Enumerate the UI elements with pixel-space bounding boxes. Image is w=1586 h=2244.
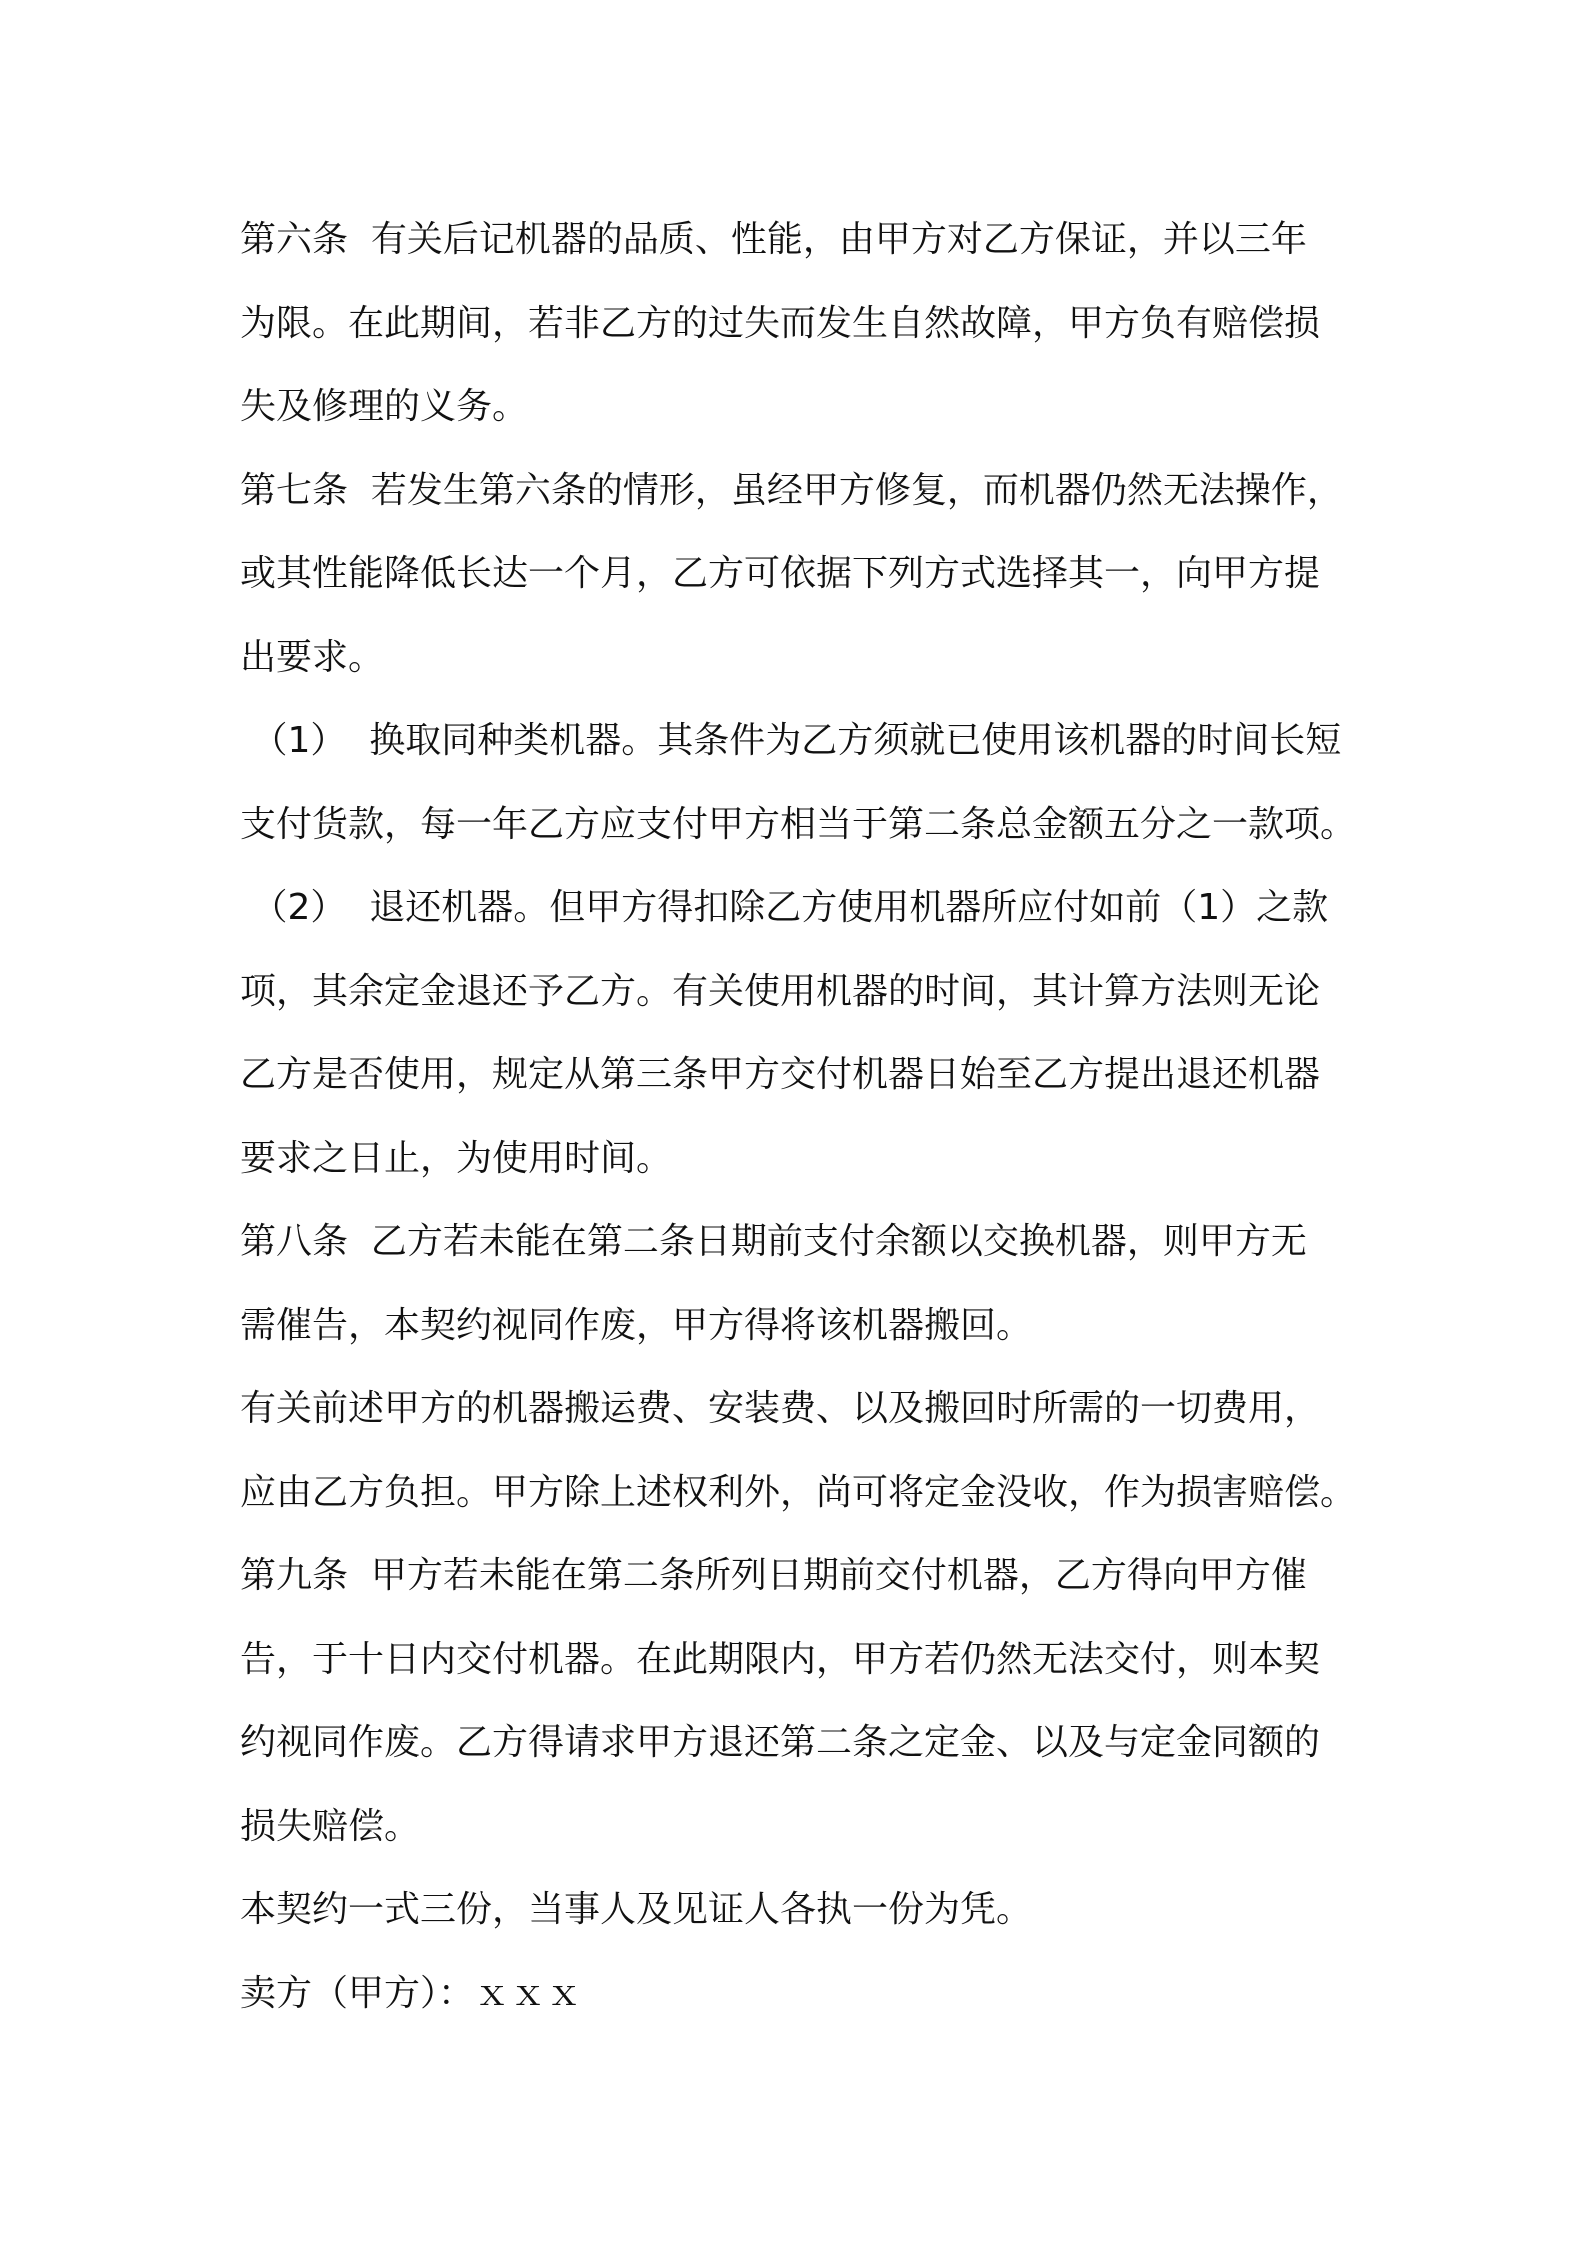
document-body: [240, 198, 1368, 2035]
seller-signature-line: 卖方（甲方）：ｘｘｘ: [240, 1972, 583, 2014]
article-9-line-3: 约视同作废。乙方得请求甲方退还第二条之定金、以及与定金同额的: [240, 1722, 1321, 1763]
article-6-line-1: 第六条 有关后记机器的品质、性能，由甲方对乙方保证，并以三年: [240, 219, 1307, 260]
article-9-line-2: 告，于十日内交付机器。在此期限内，甲方若仍然无法交付，则本契: [240, 1638, 1321, 1680]
option-2-line-3: 乙方是否使用，规定从第三条甲方交付机器日始至乙方提出退还机器: [240, 1054, 1321, 1095]
costs-paragraph-line-1: 有关前述甲方的机器搬运费、安装费、以及搬回时所需的一切费用，: [240, 1388, 1321, 1429]
article-7-line-2: 或其性能降低长达一个月，乙方可依据下列方式选择其一，向甲方提: [240, 553, 1321, 594]
article-9-line-1: 第九条 甲方若未能在第二条所列日期前交付机器，乙方得向甲方催: [240, 1555, 1307, 1596]
option-2-line-1: （2） 退还机器。但甲方得扣除乙方使用机器所应付如前（1）之款: [240, 887, 1329, 928]
option-2-line-2: 项，其余定金退还予乙方。有关使用机器的时间，其计算方法则无论: [240, 970, 1321, 1012]
copies-statement: 本契约一式三份，当事人及见证人各执一份为凭。: [240, 1889, 1033, 1930]
article-8-line-1: 第八条 乙方若未能在第二条日期前支付余额以交换机器，则甲方无: [240, 1221, 1307, 1262]
costs-paragraph-line-2: 应由乙方负担。甲方除上述权利外，尚可将定金没收，作为损害赔偿。: [240, 1471, 1357, 1513]
article-9-line-4: 损失赔偿。: [240, 1805, 421, 1847]
option-1-line-2: 支付货款，每一年乙方应支付甲方相当于第二条总金额五分之一款项。: [240, 803, 1357, 845]
article-7-line-3: 出要求。: [240, 636, 385, 678]
option-2-line-4: 要求之日止，为使用时间。: [240, 1137, 673, 1179]
article-8-line-2: 需催告，本契约视同作废，甲方得将该机器搬回。: [240, 1304, 1033, 1346]
article-6-line-2: 为限。在此期间，若非乙方的过失而发生自然故障，甲方负有赔偿损: [240, 302, 1321, 344]
article-6-line-3: 失及修理的义务。: [240, 386, 529, 427]
option-1-line-1: （1） 换取同种类机器。其条件为乙方须就已使用该机器的时间长短: [240, 720, 1342, 761]
article-7-line-1: 第七条 若发生第六条的情形，虽经甲方修复，而机器仍然无法操作，: [240, 469, 1343, 511]
